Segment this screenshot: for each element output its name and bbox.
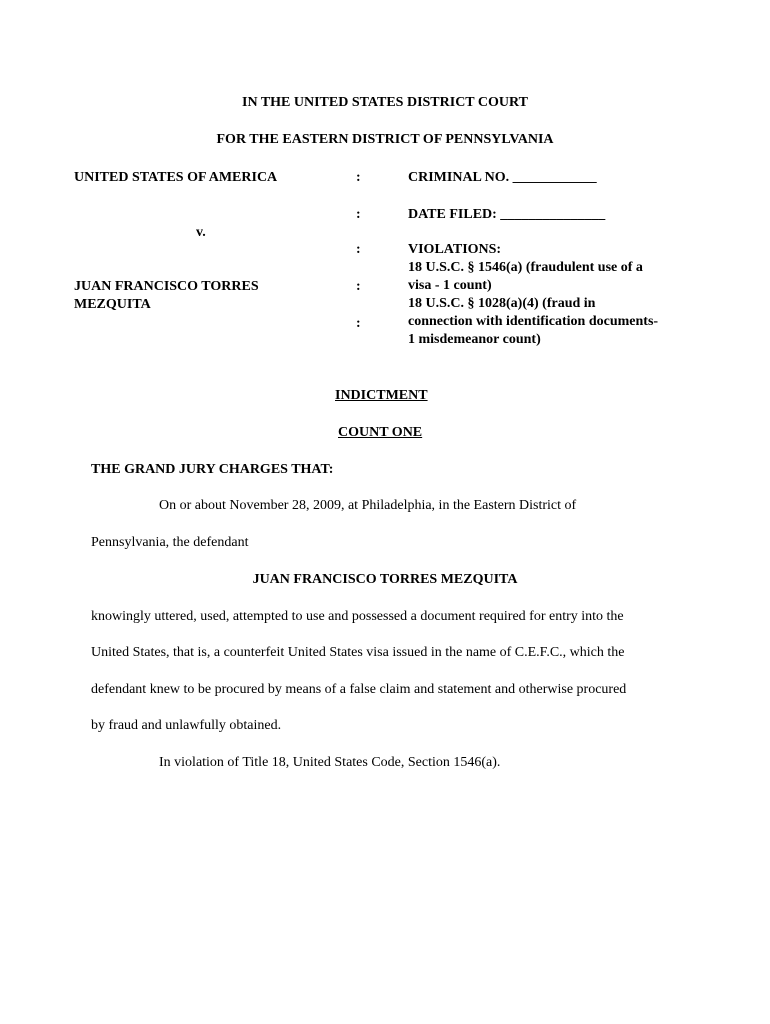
paragraph-2-line: knowingly uttered, used, attempted to use and possessed a document required for entry into the: [91, 609, 624, 624]
charges-heading: THE GRAND JURY CHARGES THAT:: [91, 462, 334, 477]
violation-line: visa - 1 count): [408, 278, 492, 293]
violations-heading: VIOLATIONS:: [408, 242, 502, 257]
caption-colon: :: [356, 242, 361, 257]
paragraph-2-line: by fraud and unlawfully obtained.: [91, 718, 282, 733]
caption-plaintiff: UNITED STATES OF AMERICA: [74, 170, 278, 185]
violations-list: [408, 259, 658, 349]
court-heading-line1: IN THE UNITED STATES DISTRICT COURT: [242, 95, 528, 110]
date-filed: DATE FILED: _______________: [408, 207, 606, 222]
caption-colon: :: [356, 279, 361, 294]
caption-colon: :: [356, 316, 361, 331]
court-heading-line2: FOR THE EASTERN DISTRICT OF PENNSYLVANIA: [216, 132, 554, 147]
defendant-name: JUAN FRANCISCO TORRES MEZQUITA: [252, 572, 518, 587]
caption-defendant-line2: MEZQUITA: [74, 297, 151, 312]
caption-versus: v.: [196, 225, 206, 240]
violation-statement: In violation of Title 18, United States Code, Section 1546(a).: [159, 755, 501, 770]
violation-line: 1 misdemeanor count): [408, 332, 541, 347]
violation-line: connection with identification documents-: [408, 314, 659, 329]
violation-line: 18 U.S.C. § 1028(a)(4) (fraud in: [408, 296, 596, 311]
violation-line: 18 U.S.C. § 1546(a) (fraudulent use of a: [408, 260, 643, 275]
caption-defendant-line1: JUAN FRANCISCO TORRES: [74, 279, 259, 294]
paragraph-2-line: United States, that is, a counterfeit United States visa issued in the name of C.E.F.C., which the: [91, 645, 625, 660]
caption-colon: :: [356, 207, 361, 222]
criminal-number: CRIMINAL NO. ____________: [408, 170, 597, 185]
paragraph-1-line2: Pennsylvania, the defendant: [91, 535, 249, 550]
caption-colon: :: [356, 170, 361, 185]
count-heading: COUNT ONE: [338, 425, 423, 440]
indictment-title: INDICTMENT: [335, 388, 428, 403]
paragraph-1-line1: On or about November 28, 2009, at Philadelphia, in the Eastern District of: [159, 498, 577, 513]
paragraph-2-line: defendant knew to be procured by means of a false claim and statement and otherwise procured: [91, 682, 627, 697]
